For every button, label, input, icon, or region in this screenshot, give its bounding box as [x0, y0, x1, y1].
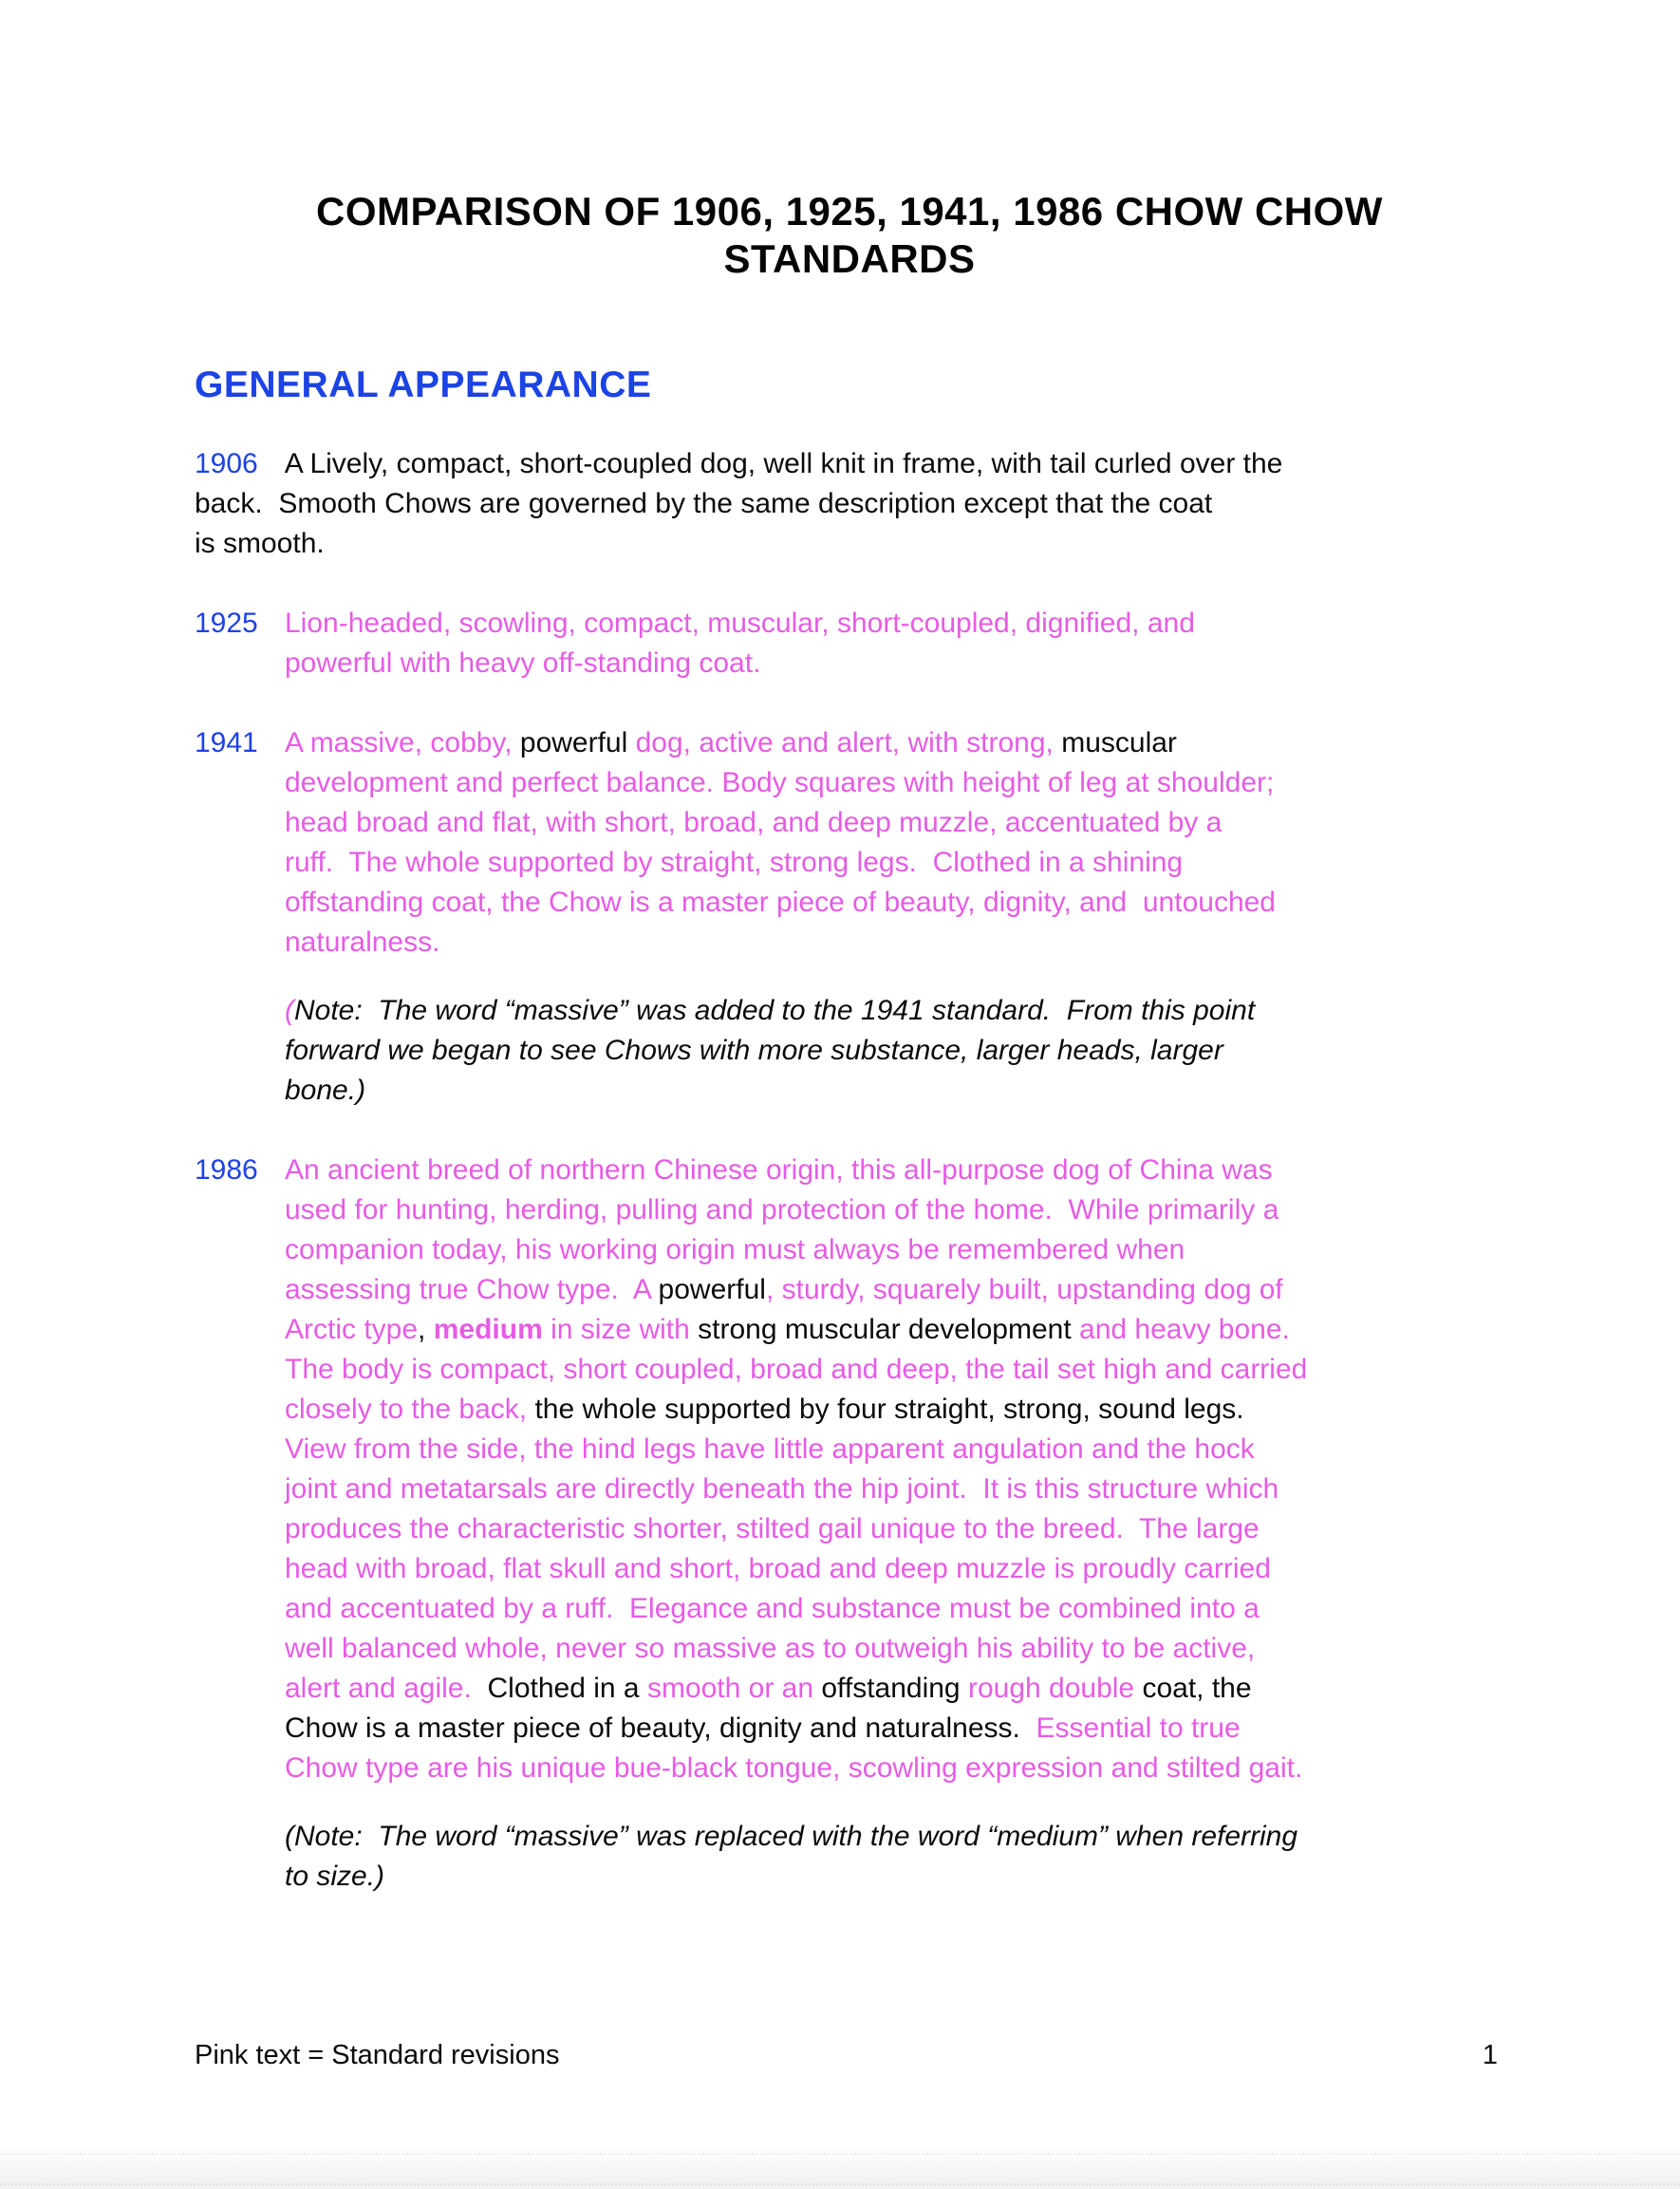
text-run: muscular — [1061, 727, 1177, 758]
text-run: is smooth. — [195, 528, 325, 559]
text-run: head with broad, flat skull and short, broad and deep muzzle is proudly carried — [285, 1553, 1271, 1584]
text-line — [285, 604, 1504, 644]
text-line — [285, 763, 1504, 803]
text-run: Arctic type — [285, 1314, 419, 1345]
text-line — [285, 1390, 1504, 1430]
paragraph-text — [285, 991, 1504, 1111]
text-run: assessing true Chow type. A — [285, 1274, 659, 1305]
standard-paragraph-1941 — [195, 723, 1504, 963]
text-run: Essential to true — [1036, 1712, 1241, 1744]
text-run: , sturdy, squarely built, upstanding dog of — [765, 1274, 1283, 1305]
year-label: 1941 — [195, 727, 258, 758]
page-content — [195, 0, 1504, 1936]
year-spacer — [195, 1817, 285, 1897]
text-line — [285, 1270, 1504, 1310]
text-run: companion today, his working origin must always be remembered when — [285, 1234, 1185, 1265]
text-run: Clothed in a — [487, 1673, 647, 1704]
text-line — [285, 1589, 1504, 1629]
text-run: joint and metatarsals are directly beneath the hip joint. It is this structure which — [285, 1473, 1279, 1505]
text-run: development and perfect balance. Body squares with height of leg at shoulder; — [285, 767, 1275, 798]
text-run: medium — [433, 1314, 543, 1345]
text-run: and heavy bone. — [1079, 1314, 1290, 1345]
text-line — [285, 883, 1504, 923]
page-footer — [195, 2039, 1498, 2071]
text-line — [285, 1151, 1504, 1190]
text-run: strong muscular development — [698, 1314, 1080, 1345]
text-run: Note: The word “massive” was added to the 1941 standard. From this point — [294, 995, 1256, 1026]
text-run: (Note: The word “massive” was replaced with the word “medium” when referring — [285, 1821, 1298, 1852]
text-line — [285, 723, 1504, 763]
text-run: powerful — [519, 727, 636, 758]
text-run: Chow is a master piece of beauty, dignity and naturalness. — [285, 1712, 1036, 1744]
year-label: 1906 — [195, 448, 258, 479]
text-line — [285, 1749, 1504, 1788]
paragraph-text — [285, 1151, 1504, 1788]
text-line — [285, 803, 1504, 843]
text-run: ( — [285, 995, 294, 1026]
text-line — [285, 1509, 1504, 1549]
text-run: The body is compact, short coupled, broad and deep, the tail set high and carried — [285, 1354, 1308, 1385]
text-line — [285, 1071, 1504, 1111]
text-line — [285, 1031, 1504, 1071]
text-run: back. Smooth Chows are governed by the same description except that the coat — [195, 488, 1213, 519]
text-line — [285, 1430, 1504, 1469]
text-run: and accentuated by a ruff. Elegance and substance must be combined into a — [285, 1593, 1260, 1624]
text-run: in size with — [542, 1314, 699, 1345]
text-line — [285, 1230, 1504, 1270]
text-run: forward we began to see Chows with more substance, larger heads, larger — [285, 1035, 1223, 1066]
text-run: head broad and flat, with short, broad, and deep muzzle, accentuated by a — [285, 807, 1223, 838]
text-run: A Lively, compact, short-coupled dog, well knit in frame, with tail curled over the — [284, 448, 1283, 479]
text-line — [285, 1350, 1504, 1390]
page-edge-dotted-line — [0, 2153, 1680, 2155]
text-line — [195, 444, 1504, 484]
text-run: dog, active and alert, with strong, — [635, 727, 1062, 758]
year-label: 1925 — [195, 608, 258, 639]
text-line — [195, 484, 1504, 524]
text-run: smooth or an — [646, 1673, 822, 1704]
text-run: offstanding coat, the Chow is a master piece of beauty, dignity, and untouched — [285, 887, 1276, 918]
text-line — [285, 1469, 1504, 1509]
text-run: An ancient breed of northern Chinese origin, this all-purpose dog of China was — [285, 1154, 1273, 1186]
viewer-bottom-dotted-line — [0, 2183, 1680, 2185]
page-number: 1 — [1482, 2040, 1498, 2070]
year-label: 1986 — [195, 1154, 258, 1186]
text-line — [285, 1629, 1504, 1669]
text-run: powerful — [658, 1274, 766, 1305]
text-run: coat, the — [1142, 1673, 1252, 1704]
section-heading-general-appearance: GENERAL APPEARANCE — [195, 365, 652, 405]
text-line — [285, 1817, 1504, 1857]
text-line — [285, 991, 1504, 1031]
text-line — [285, 1709, 1504, 1749]
text-run: Chow type are his unique bue-black tongue, scowling expression and stilted gait. — [285, 1752, 1303, 1784]
year-spacer — [195, 991, 285, 1111]
text-line — [285, 1190, 1504, 1230]
note-paragraph — [195, 1817, 1504, 1897]
text-run: powerful with heavy off-standing coat. — [285, 647, 761, 679]
standard-paragraph-1925 — [195, 604, 1504, 683]
footer-legend: Pink text = Standard revisions — [195, 2040, 560, 2070]
text-run: offstanding — [821, 1673, 968, 1704]
paragraphs — [195, 444, 1504, 1897]
standard-paragraph-1986 — [195, 1151, 1504, 1788]
paragraph-text — [285, 1817, 1504, 1897]
text-line — [285, 1310, 1504, 1350]
note-paragraph — [195, 991, 1504, 1111]
text-line — [285, 644, 1504, 683]
text-run: produces the characteristic shorter, stilted gail unique to the breed. The large — [285, 1513, 1260, 1544]
text-run: A massive, cobby, — [285, 727, 520, 758]
text-run: well balanced whole, never so massive as to outweigh his ability to be active, — [285, 1633, 1256, 1664]
text-line — [195, 524, 1504, 564]
text-run: Lion-headed, scowling, compact, muscular, short-coupled, dignified, and — [285, 608, 1195, 639]
text-run: ruff. The whole supported by straight, strong legs. Clothed in a shining — [285, 847, 1184, 878]
text-line — [285, 923, 1504, 963]
text-run: alert and agile. — [285, 1673, 488, 1704]
text-line — [285, 1857, 1504, 1897]
text-run: View from the side, the hind legs have little apparent angulation and the hock — [285, 1433, 1255, 1465]
text-line — [285, 1669, 1504, 1709]
text-line — [285, 843, 1504, 883]
text-line — [285, 1549, 1504, 1589]
document-title: COMPARISON OF 1906, 1925, 1941, 1986 CHOW CHOW STANDARDS — [316, 189, 1383, 281]
paragraph-text — [285, 723, 1504, 963]
text-run: , — [418, 1314, 434, 1345]
text-run: to size.) — [285, 1861, 385, 1892]
text-run: bone.) — [285, 1075, 366, 1106]
text-run: rough double — [967, 1673, 1143, 1704]
text-run: the whole supported by four straight, strong, sound legs. — [534, 1394, 1244, 1425]
text-run: naturalness. — [285, 926, 440, 958]
text-run: used for hunting, herding, pulling and protection of the home. While primarily a — [285, 1194, 1279, 1225]
text-run: closely to the back, — [285, 1394, 535, 1425]
standard-paragraph-1906 — [195, 444, 1504, 564]
paragraph-text — [285, 604, 1504, 683]
